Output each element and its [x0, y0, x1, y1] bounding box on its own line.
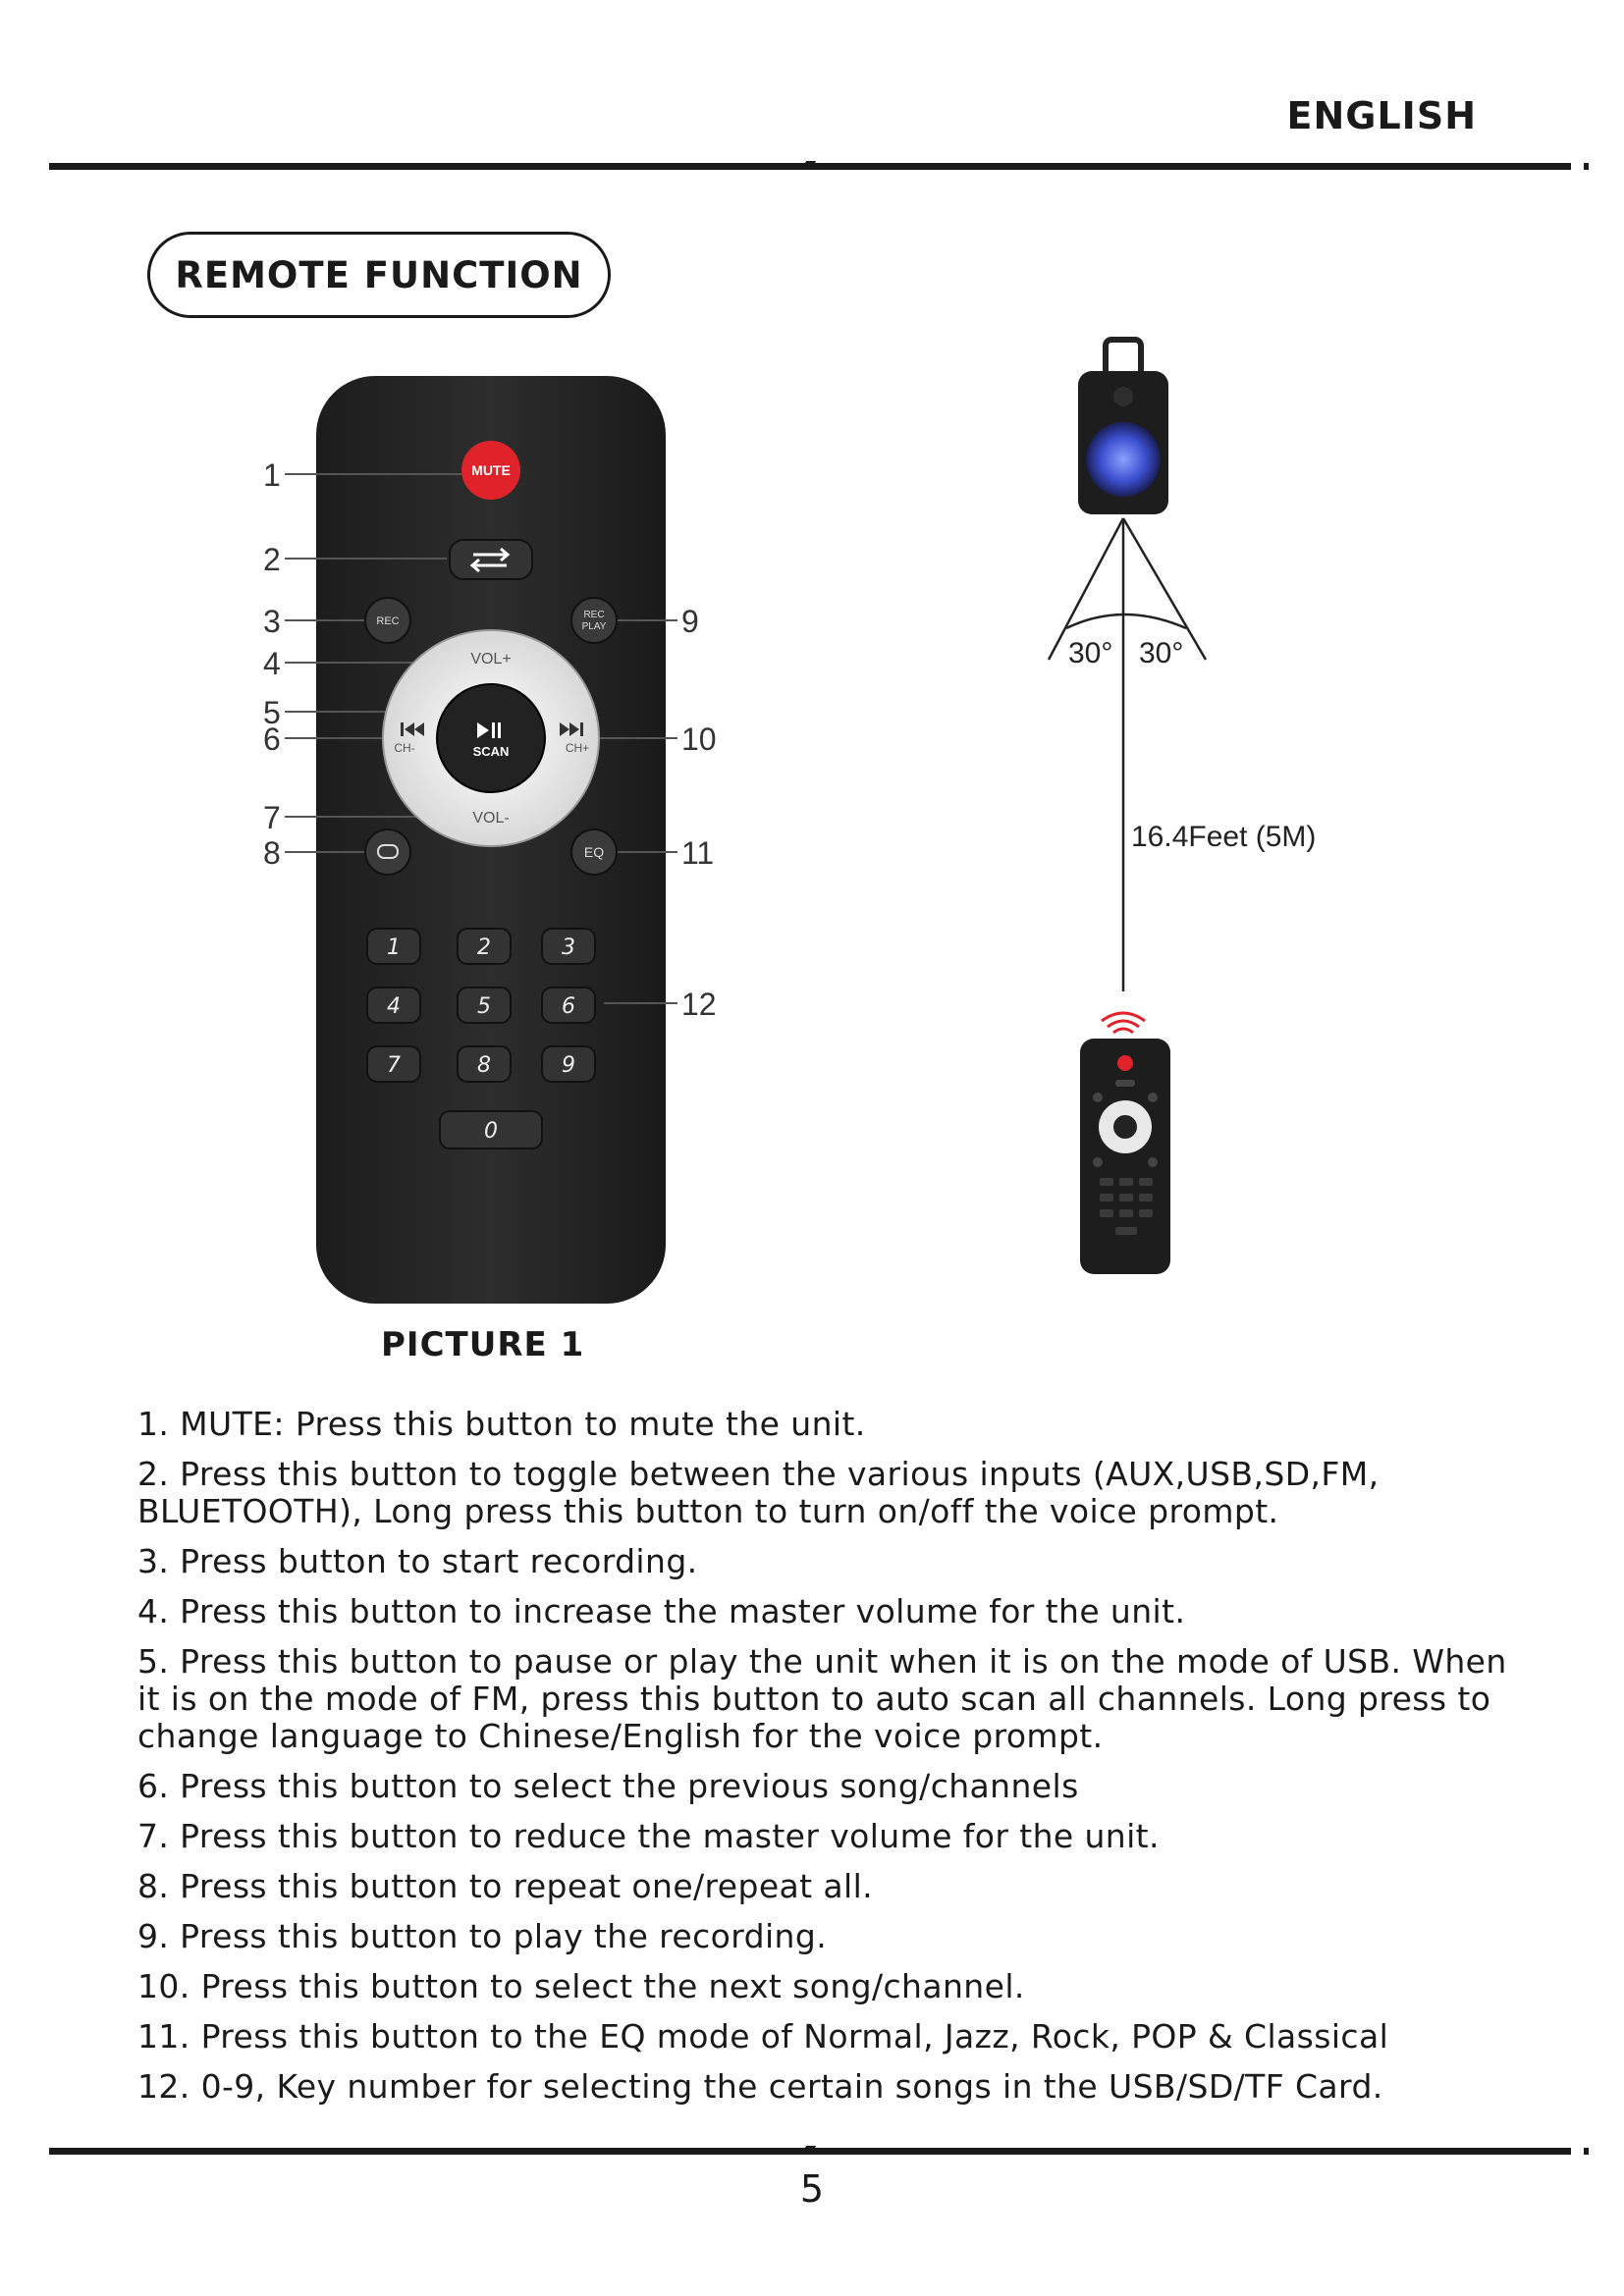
- vol-down-label: VOL-: [472, 810, 510, 827]
- rec-label: REC: [376, 615, 400, 627]
- list-item: 5. Press this button to pause or play the unit when it is on the mode of USB. When it is on the mode of FM, press this button to auto scan all channels. Long press to change language to Chinese/English for the voice prompt.: [137, 1642, 1507, 1755]
- callout-5: 5: [263, 695, 281, 730]
- distance-label: 16.4Feet (5M): [1131, 821, 1317, 853]
- speaker-woofer: [1086, 422, 1161, 497]
- list-item: 7. Press this button to reduce the master volume for the unit.: [137, 1817, 1160, 1855]
- speaker-illustration: [1078, 340, 1168, 514]
- list-item: 4. Press this button to increase the master volume for the unit.: [137, 1592, 1186, 1630]
- rec-play-label-top: REC: [583, 610, 605, 620]
- function-list: [137, 1406, 1532, 2118]
- eq-label: EQ: [583, 844, 605, 860]
- key-6-label: 6: [562, 994, 575, 1019]
- coverage-lines: [1049, 518, 1206, 991]
- rec-play-label-bottom: PLAY: [581, 621, 607, 632]
- callout-4: 4: [263, 646, 281, 681]
- callout-8: 8: [263, 835, 281, 871]
- key-0-label: 0: [484, 1119, 498, 1144]
- list-item: 11. Press this button to the EQ mode of Normal, Jazz, Rock, POP & Classical: [137, 2017, 1389, 2056]
- angle-right-label: 30°: [1139, 637, 1184, 669]
- mode-toggle-button: [450, 540, 532, 579]
- section-title: REMOTE FUNCTION: [147, 232, 611, 318]
- key-8-label: 8: [477, 1053, 491, 1078]
- mute-label: MUTE: [471, 462, 511, 478]
- small-remote-illustration: [1080, 1039, 1170, 1274]
- bottom-rule: [49, 2148, 1571, 2155]
- callout-6: 6: [263, 721, 281, 757]
- callout-10: 10: [681, 721, 717, 757]
- key-3-label: 3: [562, 935, 575, 960]
- vol-up-label: VOL+: [470, 651, 512, 667]
- callout-7: 7: [263, 800, 281, 835]
- speaker-tweeter: [1113, 387, 1133, 406]
- signal-waves-icon: [1102, 1013, 1145, 1033]
- key-7-label: 7: [387, 1053, 401, 1078]
- callout-12: 12: [681, 987, 717, 1022]
- key-5-label: 5: [477, 994, 491, 1019]
- list-item: 2. Press this button to toggle between the various inputs (AUX,USB,SD,FM, BLUETOOTH), Long press this button to turn on/off the voice prompt.: [137, 1455, 1380, 1530]
- play-scan-button: [437, 684, 545, 792]
- callout-3: 3: [263, 604, 281, 639]
- rec-play-button: [571, 598, 617, 643]
- list-item: 1. MUTE: Press this button to mute the unit.: [137, 1405, 866, 1443]
- list-item: 9. Press this button to play the recording.: [137, 1917, 828, 1955]
- key-9-label: 9: [562, 1053, 575, 1078]
- ch-minus-label: CH-: [394, 741, 415, 755]
- language-label: ENGLISH: [1286, 94, 1477, 137]
- scan-label: SCAN: [472, 744, 510, 759]
- list-item: 8. Press this button to repeat one/repeat all.: [137, 1867, 874, 1905]
- list-item: 6. Press this button to select the previous song/channels: [137, 1767, 1079, 1805]
- ch-plus-label: CH+: [565, 741, 590, 755]
- list-item: 3. Press button to start recording.: [137, 1542, 698, 1580]
- callout-9: 9: [681, 604, 699, 639]
- figure-caption: PICTURE 1: [381, 1325, 585, 1364]
- list-item: 10. Press this button to select the next song/channel.: [137, 1967, 1025, 2005]
- key-1-label: 1: [387, 935, 401, 960]
- key-2-label: 2: [477, 935, 491, 960]
- callout-2: 2: [263, 542, 281, 577]
- repeat-button: [365, 829, 410, 875]
- callout-1: 1: [263, 457, 281, 493]
- page-number: 5: [799, 2167, 825, 2211]
- key-4-label: 4: [387, 994, 401, 1019]
- angle-left-label: 30°: [1068, 637, 1113, 669]
- list-item: 12. 0-9, Key number for selecting the certain songs in the USB/SD/TF Card.: [137, 2067, 1383, 2106]
- callout-11: 11: [681, 835, 715, 871]
